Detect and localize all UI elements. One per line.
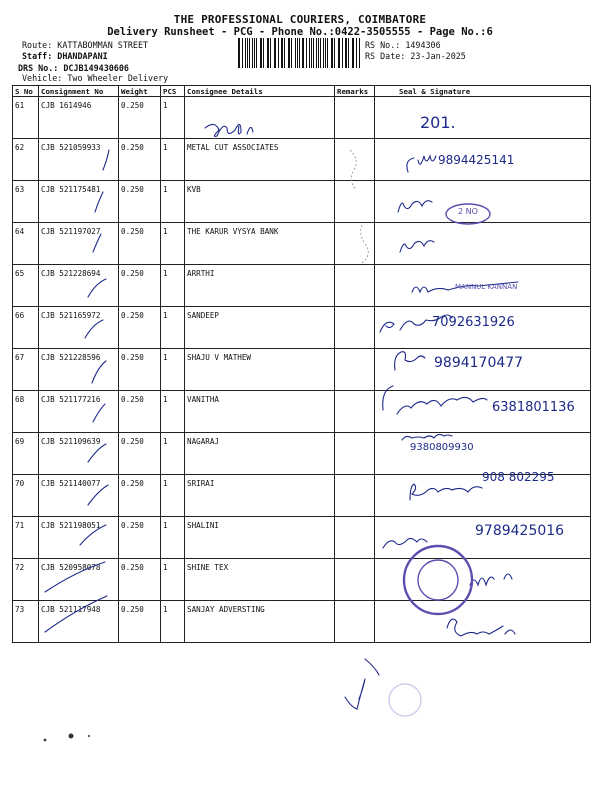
cell-weight: 0.250 <box>119 265 161 307</box>
cell-pcs: 1 <box>161 559 185 601</box>
cell-consignment: CJB 521165972 <box>39 307 119 349</box>
cell-weight: 0.250 <box>119 307 161 349</box>
rs-number: RS No.: 1494306 <box>365 40 441 50</box>
handwriting-row61: 201. <box>420 113 456 132</box>
cell-pcs: 1 <box>161 475 185 517</box>
cell-consignee: VANITHA <box>185 391 335 433</box>
cell-consignee: ARRTHI <box>185 265 335 307</box>
cell-remarks <box>335 181 375 223</box>
cell-seal-signature <box>375 601 591 643</box>
cell-weight: 0.250 <box>119 181 161 223</box>
table-header-row <box>13 86 591 97</box>
cell-sno: 67 <box>13 349 39 391</box>
cell-consignment: CJB 521059933 <box>39 139 119 181</box>
handwriting-row65: MANNUL KANNAN <box>455 283 518 291</box>
cell-seal-signature <box>375 433 591 475</box>
barcode-bar <box>291 38 292 68</box>
handwriting-row63-stamp: 2 NO <box>458 207 478 216</box>
cell-seal-signature <box>375 181 591 223</box>
cell-remarks <box>335 307 375 349</box>
handwriting-row71: 9789425016 <box>475 523 565 539</box>
cell-weight: 0.250 <box>119 139 161 181</box>
cell-consignment: CJB 521117948 <box>39 601 119 643</box>
cell-seal-signature <box>375 223 591 265</box>
handwriting-row69: 9380809930 <box>410 442 474 453</box>
cell-consignee: SHALINI <box>185 517 335 559</box>
cell-sno: 63 <box>13 181 39 223</box>
cell-remarks <box>335 97 375 139</box>
cell-remarks <box>335 139 375 181</box>
cell-consignee: NAGARAJ <box>185 433 335 475</box>
cell-pcs: 1 <box>161 265 185 307</box>
cell-weight: 0.250 <box>119 97 161 139</box>
cell-sno: 69 <box>13 433 39 475</box>
cell-consignee: SANDEEP <box>185 307 335 349</box>
table-row <box>13 559 591 601</box>
bottom-mark <box>345 659 379 709</box>
cell-consignee: SRIRAI <box>185 475 335 517</box>
staff-label: Staff: DHANDAPANI <box>22 51 108 61</box>
cell-consignee: SHAJU V MATHEW <box>185 349 335 391</box>
cell-weight: 0.250 <box>119 559 161 601</box>
barcode-bar <box>245 38 246 68</box>
cell-consignee: KVB <box>185 181 335 223</box>
table-row <box>13 601 591 643</box>
cell-consignment: CJB 521197027 <box>39 223 119 265</box>
barcode-bar <box>339 38 340 68</box>
cell-sno: 71 <box>13 517 39 559</box>
cell-consignee: METAL CUT ASSOCIATES <box>185 139 335 181</box>
cell-weight: 0.250 <box>119 517 161 559</box>
cell-remarks <box>335 391 375 433</box>
barcode-bar <box>306 38 307 68</box>
cell-consignment: CJB 521109639 <box>39 433 119 475</box>
cell-seal-signature <box>375 559 591 601</box>
cell-pcs: 1 <box>161 307 185 349</box>
cell-remarks <box>335 433 375 475</box>
vehicle-label: Vehicle: Two Wheeler Delivery <box>22 73 169 83</box>
cell-weight: 0.250 <box>119 475 161 517</box>
barcode-bar <box>323 38 324 68</box>
handwriting-row70: 908 802295 <box>482 470 555 484</box>
cell-pcs: 1 <box>161 223 185 265</box>
route-label: Route: KATTABOMMAN STREET <box>22 40 149 50</box>
cell-consignment: CJB 521175481 <box>39 181 119 223</box>
col-weight: Weight <box>119 86 161 97</box>
cell-weight: 0.250 <box>119 223 161 265</box>
col-consignment: Consignment No <box>39 86 119 97</box>
cell-consignment: CJB 520958078 <box>39 559 119 601</box>
handwriting-row66: 7092631926 <box>432 315 515 330</box>
cell-consignment: CJB 1614946 <box>39 97 119 139</box>
cell-consignment: CJB 521140077 <box>39 475 119 517</box>
company-title: THE PROFESSIONAL COURIERS, COIMBATORE <box>173 13 427 26</box>
cell-sno: 73 <box>13 601 39 643</box>
barcode-bar <box>256 38 257 68</box>
handwriting-row67: 9894170477 <box>434 355 524 371</box>
cell-pcs: 1 <box>161 517 185 559</box>
cell-sno: 72 <box>13 559 39 601</box>
cell-consignment: CJB 521198051 <box>39 517 119 559</box>
cell-seal-signature <box>375 97 591 139</box>
col-sno: S No <box>13 86 39 97</box>
faint-stamp <box>389 684 421 716</box>
table-row <box>13 433 591 475</box>
cell-remarks <box>335 265 375 307</box>
col-consignee: Consignee Details <box>185 86 335 97</box>
cell-sno: 68 <box>13 391 39 433</box>
table-row <box>13 181 591 223</box>
bottom-dots <box>44 734 90 742</box>
cell-consignment: CJB 521228694 <box>39 265 119 307</box>
cell-remarks <box>335 349 375 391</box>
cell-weight: 0.250 <box>119 391 161 433</box>
cell-remarks <box>335 517 375 559</box>
cell-consignee: SANJAY ADVERSTING <box>185 601 335 643</box>
cell-pcs: 1 <box>161 97 185 139</box>
cell-sno: 66 <box>13 307 39 349</box>
cell-consignment: CJB 521228596 <box>39 349 119 391</box>
cell-consignee: SHINE TEX <box>185 559 335 601</box>
cell-pcs: 1 <box>161 349 185 391</box>
cell-remarks <box>335 559 375 601</box>
barcode <box>238 38 360 68</box>
cell-remarks <box>335 475 375 517</box>
table-row <box>13 97 591 139</box>
cell-sno: 64 <box>13 223 39 265</box>
cell-remarks <box>335 601 375 643</box>
table-row <box>13 223 591 265</box>
cell-weight: 0.250 <box>119 601 161 643</box>
cell-sno: 65 <box>13 265 39 307</box>
cell-consignee <box>185 97 335 139</box>
cell-sno: 61 <box>13 97 39 139</box>
drs-number: DRS No.: DCJB149430606 <box>18 63 129 73</box>
cell-pcs: 1 <box>161 433 185 475</box>
cell-consignee: THE KARUR VYSYA BANK <box>185 223 335 265</box>
rs-date: RS Date: 23-Jan-2025 <box>365 51 466 61</box>
cell-weight: 0.250 <box>119 433 161 475</box>
barcode-bar <box>274 38 275 68</box>
col-seal-signature: Seal & Signature <box>375 86 591 97</box>
cell-pcs: 1 <box>161 181 185 223</box>
cell-consignment: CJB 521177216 <box>39 391 119 433</box>
col-pcs: PCS <box>161 86 185 97</box>
col-remarks: Remarks <box>335 86 375 97</box>
cell-pcs: 1 <box>161 139 185 181</box>
cell-remarks <box>335 223 375 265</box>
cell-sno: 62 <box>13 139 39 181</box>
cell-sno: 70 <box>13 475 39 517</box>
cell-pcs: 1 <box>161 601 185 643</box>
cell-pcs: 1 <box>161 391 185 433</box>
handwriting-row68: 6381801136 <box>492 400 575 415</box>
runsheet-title: Delivery Runsheet - PCG - Phone No.:0422-3505555 - Page No.:6 <box>107 26 493 38</box>
handwriting-row62: 9894425141 <box>438 153 515 167</box>
cell-weight: 0.250 <box>119 349 161 391</box>
